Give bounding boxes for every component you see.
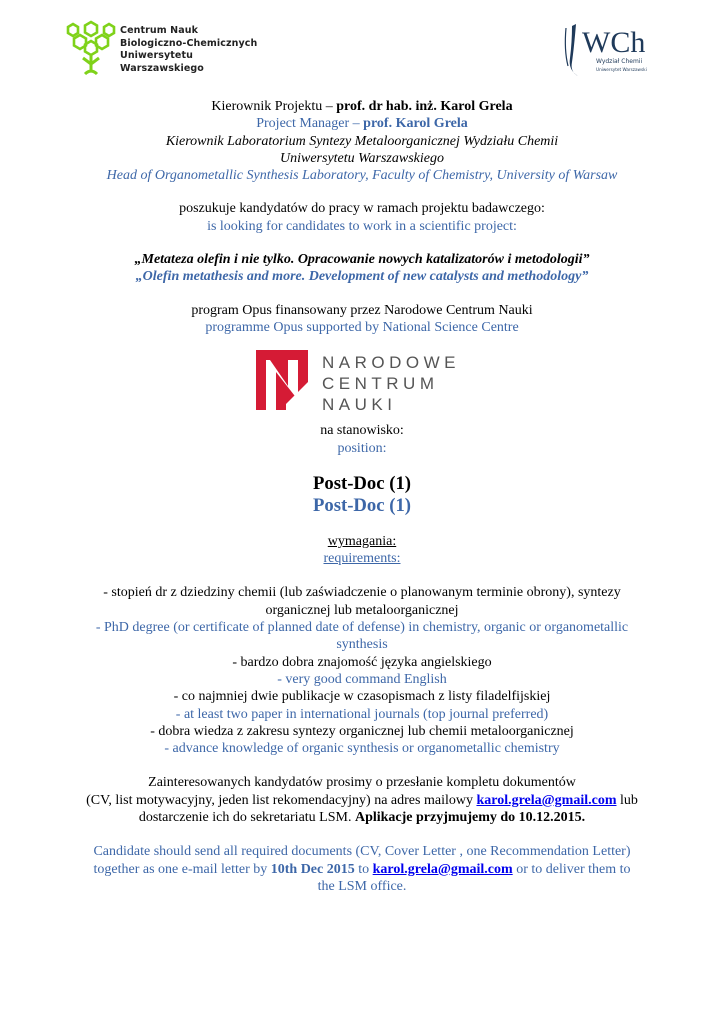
lab-pl-1: Kierownik Laboratorium Syntezy Metaloorganicznej Wydziału Chemii bbox=[165, 133, 559, 149]
programme-en: programme Opus supported by National Science Centre bbox=[205, 319, 519, 335]
application-en-line-3: the LSM office. bbox=[317, 878, 407, 894]
requirement-3-en: - at least two paper in international journals (top journal preferred) bbox=[175, 706, 549, 722]
requirement-1-en: - PhD degree (or certificate of planned date of defense) in chemistry, organic or organometallic synthesis bbox=[95, 620, 629, 653]
wch-logo-subtitle: Wydział Chemii bbox=[596, 58, 643, 65]
manager-pl-name: prof. dr hab. inż. Karol Grela bbox=[336, 99, 513, 114]
hexagon-tree-icon bbox=[66, 20, 116, 78]
wch-logo bbox=[560, 18, 664, 82]
cnbch-logo-text bbox=[120, 25, 266, 75]
application-pl-line-2-prefix: (CV, list motywacyjny, jeden list rekomendacyjny) na adres mailowy bbox=[86, 792, 477, 808]
application-pl-line-2-suffix: lub bbox=[616, 792, 638, 808]
ncn-line-2: CENTRUM bbox=[322, 374, 439, 394]
application-pl-line-3-prefix: dostarczenie ich do sekretariatu LSM. bbox=[138, 810, 355, 826]
application-pl-line-1: Zainteresowanych kandydatów prosimy o przesłanie kompletu dokumentów bbox=[148, 775, 576, 791]
lab-en: Head of Organometallic Synthesis Laboratory, Faculty of Chemistry, University of Warsaw bbox=[106, 168, 618, 184]
manager-en-name: prof. Karol Grela bbox=[363, 116, 468, 132]
email-link-pl[interactable]: karol.grela@gmail.com bbox=[476, 792, 617, 808]
requirement-4-en: - advance knowledge of organic synthesis or organometallic chemistry bbox=[164, 741, 560, 757]
ncn-line-3: NAUKI bbox=[322, 395, 397, 415]
application-en-line-1: Candidate should send all required documents (CV, Cover Letter , one Recommendation Letter) bbox=[93, 844, 631, 860]
position-label-en: position: bbox=[337, 440, 387, 456]
application-en-line-2-suffix: or to deliver them to bbox=[512, 861, 631, 877]
requirement-2-pl: - bardzo dobra znajomość języka angielskiego bbox=[232, 654, 492, 670]
requirement-1-pl: - stopień dr z dziedziny chemii (lub zaświadczenie o planowanym terminie obrony), syntezy organicznej lub metaloorganicznej bbox=[103, 585, 621, 618]
position-title-en: Post-Doc (1) bbox=[312, 494, 412, 516]
seeking-en: is looking for candidates to work in a scientific project: bbox=[207, 218, 517, 234]
application-deadline-en: 10th Dec 2015 bbox=[270, 861, 355, 877]
cnbch-logo bbox=[66, 20, 266, 78]
programme-pl: program Opus finansowany przez Narodowe Centrum Nauki bbox=[191, 302, 533, 318]
logo-line-3: Uniwersytetu Warszawskiego bbox=[120, 50, 204, 74]
requirement-2-en: - very good command English bbox=[277, 671, 447, 687]
application-pl-line-2 bbox=[40, 792, 684, 809]
wch-logo-subsubtitle: Uniwersytet Warszawski bbox=[596, 67, 647, 72]
application-en-line-2 bbox=[60, 861, 664, 878]
announcement-body bbox=[60, 98, 664, 895]
manager-pl-prefix: Kierownik Projektu – bbox=[211, 99, 337, 114]
wch-logo-mark-text: WCh bbox=[582, 26, 646, 59]
requirements-heading-en: requirements: bbox=[323, 551, 401, 567]
position-label-pl: na stanowisko: bbox=[320, 423, 404, 439]
logo-line-2: Biologiczno-Chemicznych bbox=[120, 37, 258, 49]
application-en-line-2-prefix: together as one e-mail letter by bbox=[93, 861, 271, 877]
project-title-pl: „Metateza olefin i nie tylko. Opracowanie nowych katalizatorów i metodologii” bbox=[134, 252, 590, 268]
requirements-heading-pl: wymagania: bbox=[327, 533, 397, 549]
project-title-en: „Olefin metathesis and more. Development of new catalysts and methodology” bbox=[135, 269, 589, 285]
logo-line-1: Centrum Nauk bbox=[120, 25, 199, 36]
position-title-pl: Post-Doc (1) bbox=[312, 472, 412, 494]
requirement-3-pl: - co najmniej dwie publikacje w czasopismach z listy filadelfijskiej bbox=[173, 689, 551, 705]
manager-en bbox=[60, 115, 664, 132]
application-deadline-pl: Aplikacje przyjmujemy do 10.12.2015. bbox=[354, 810, 586, 826]
lab-pl-2: Uniwersytetu Warszawskiego bbox=[280, 150, 444, 166]
application-pl-line-3 bbox=[60, 809, 664, 826]
manager-en-prefix: Project Manager – bbox=[256, 116, 364, 132]
email-link-en[interactable]: karol.grela@gmail.com bbox=[372, 861, 513, 877]
manager-pl bbox=[60, 98, 664, 115]
wch-logo-mark bbox=[560, 18, 664, 82]
ncn-logo bbox=[256, 348, 468, 416]
application-en-line-2-mid: to bbox=[354, 861, 373, 877]
requirement-4-pl: - dobra wiedza z zakresu syntezy organicznej lub chemii metaloorganicznej bbox=[150, 723, 574, 739]
seeking-pl: poszukuje kandydatów do pracy w ramach projektu badawczego: bbox=[179, 201, 545, 217]
ncn-logo-mark bbox=[256, 350, 308, 410]
ncn-line-1: NARODOWE bbox=[322, 353, 460, 373]
